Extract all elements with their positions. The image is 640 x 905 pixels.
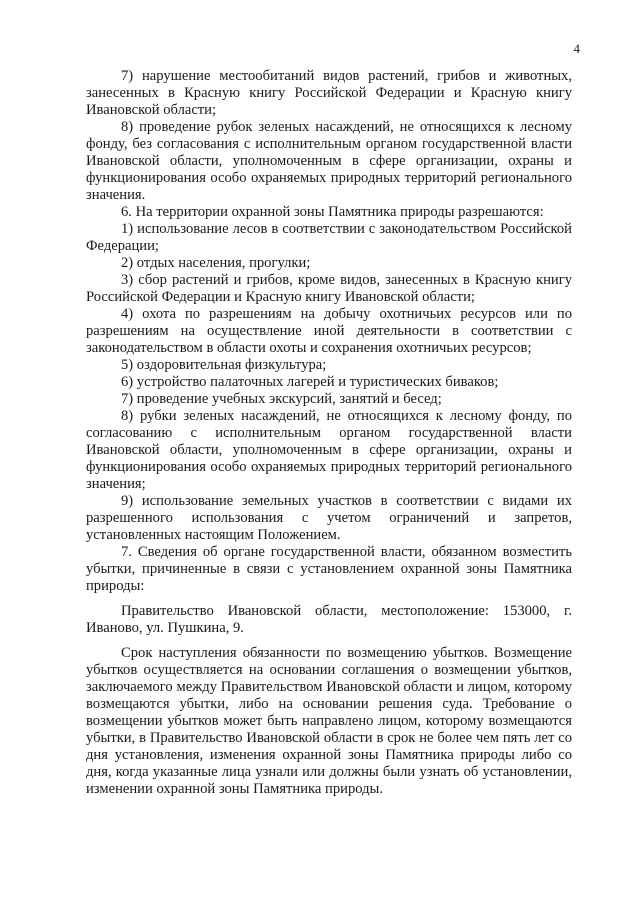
paragraph-prohibition-7: 7) нарушение местообитаний видов растений, грибов и животных, занесенных в Красную книгу Российской Федерации и Красную книгу Ивановской области; (86, 68, 572, 118)
allowed-item-4: 4) охота по разрешениям на добычу охотничьих ресурсов или по разрешениям на осуществление иной деятельности в соответствии с законодательством в области охоты и сохранения охотничьих ресурсов; (86, 306, 572, 356)
page-number: 4 (573, 41, 580, 56)
paragraph-prohibition-8: 8) проведение рубок зеленых насаждений, не относящихся к лесному фонду, без согласования с исполнительным органом государственной власти Ивановской области, уполномоченным в сфере организации, охраны и функционирования особо охраняемых природных территорий регионального значения. (86, 119, 572, 203)
authority-address: Правительство Ивановской области, местоположение: 153000, г. Иваново, ул. Пушкина, 9. (86, 603, 572, 636)
allowed-item-9: 9) использование земельных участков в соответствии с видами их разрешенного использования с учетом ограничений и запретов, установленных настоящим Положением. (86, 493, 572, 543)
compensation-terms: Срок наступления обязанности по возмещению убытков. Возмещение убытков осуществляется на основании соглашения о возмещении убытков, заключаемого между Правительством Ивановской области и лицом, которому возмещаются убытки, либо на основании решения суда. Требование о возмещении убытков может быть направлено лицом, которому возмещаются убытки, в Правительство Ивановской области в срок не более чем пять лет со дня установления, изменения охранной зоны Памятника природы либо со дня, когда указанные лица узнали или должны были узнать об установлении, изменении охранной зоны Памятника природы. (86, 645, 572, 797)
allowed-item-3: 3) сбор растений и грибов, кроме видов, занесенных в Красную книгу Российской Федерации и Красную книгу Ивановской области; (86, 272, 572, 305)
allowed-item-8: 8) рубки зеленых насаждений, не относящихся к лесному фонду, по согласованию с исполнительным органом государственной власти Ивановской области, уполномоченным в сфере организации, охраны и функционирования особо охраняемых природных территорий регионального значения; (86, 408, 572, 492)
document-body (86, 68, 572, 798)
allowed-item-6: 6) устройство палаточных лагерей и туристических биваков; (121, 374, 499, 390)
allowed-item-1: 1) использование лесов в соответствии с законодательством Российской Федерации; (86, 221, 572, 254)
section-6-heading: 6. На территории охранной зоны Памятника природы разрешаются: (121, 204, 544, 220)
allowed-item-2: 2) отдых населения, прогулки; (121, 255, 311, 271)
allowed-item-5: 5) оздоровительная физкультура; (121, 357, 327, 373)
section-7-heading: 7. Сведения об органе государственной власти, обязанном возместить убытки, причиненные в связи с установлением охранной зоны Памятника природы: (86, 544, 572, 594)
allowed-item-7: 7) проведение учебных экскурсий, занятий и бесед; (121, 391, 442, 407)
